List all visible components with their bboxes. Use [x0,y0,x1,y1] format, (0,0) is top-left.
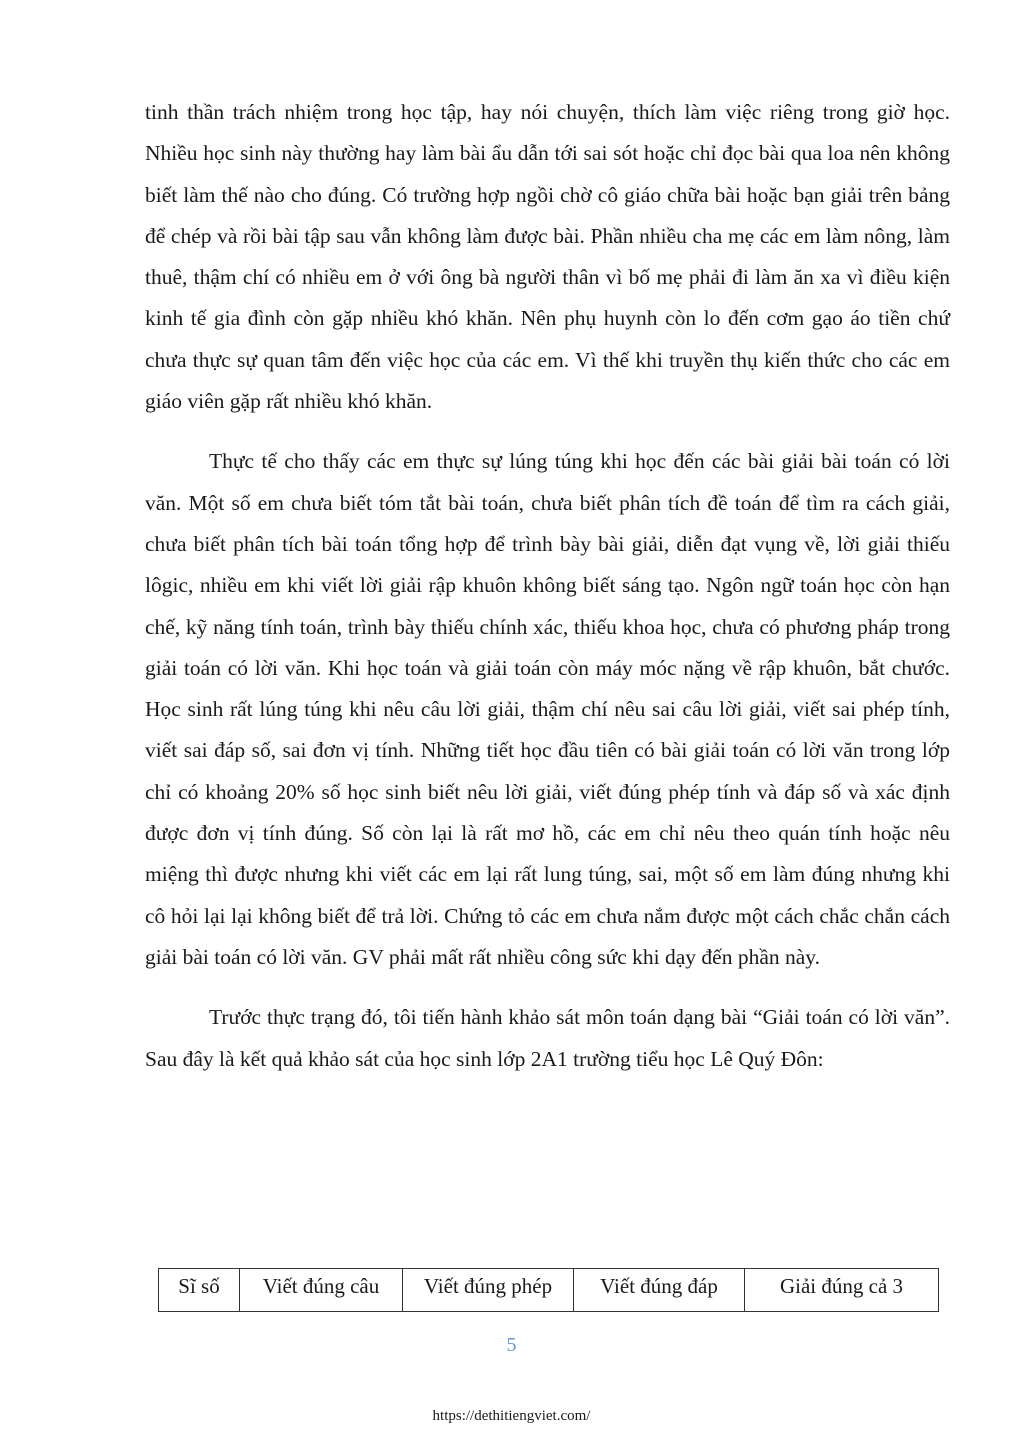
paragraph-2: Thực tế cho thấy các em thực sự lúng túng khi học đến các bài giải bài toán có lời văn. Một số em chưa biết tóm tắt bài toán, chưa biết phân tích đề toán để tìm ra cách giải, chưa biết phân tích bài toán tổng hợp để trình bày bài giải, diễn đạt vụng về, lời giải thiếu lôgic, nhiều em khi viết lời giải rập khuôn không biết sáng tạo. Ngôn ngữ toán học còn hạn chế, kỹ năng tính toán, trình bày thiếu chính xác, thiếu khoa học, chưa có phương pháp trong giải toán có lời văn. Khi học toán và giải toán còn máy móc nặng về rập khuôn, bắt chước. Học sinh rất lúng túng khi nêu câu lời giải, thậm chí nêu sai câu lời giải, viết sai phép tính, viết sai đáp số, sai đơn vị tính. Những tiết học đầu tiên có bài giải toán có lời văn trong lớp chỉ có khoảng 20% số học sinh biết nêu lời giải, viết đúng phép tính và đáp số và xác định được đơn vị tính đúng. Số còn lại là rất mơ hồ, các em chỉ nêu theo quán tính hoặc nêu miệng thì được nhưng khi viết các em lại rất lung túng, sai, một số em làm đúng nhưng khi cô hỏi lại lại không biết để trả lời. Chứng tỏ các em chưa nắm được một cách chắc chắn cách giải bài toán có lời văn. GV phải mất rất nhiều công sức khi dạy đến phần này. [145,449,950,969]
document-body [145,92,950,1080]
survey-results-table [158,1268,939,1312]
paragraph-1: tinh thần trách nhiệm trong học tập, hay nói chuyện, thích làm việc riêng trong giờ học. Nhiều học sinh này thường hay làm bài ẩu dẫn tới sai sót hoặc chỉ đọc bài qua loa nên không biết làm thế nào cho đúng. Có trường hợp ngồi chờ cô giáo chữa bài hoặc bạn giải trên bảng để chép và rồi bài tập sau vẫn không làm được bài. Phần nhiều cha mẹ các em làm nông, làm thuê, thậm chí có nhiều em ở với ông bà người thân vì bố mẹ phải đi làm ăn xa vì điều kiện kinh tế gia đình còn gặp nhiều khó khăn. Nên phụ huynh còn lo đến cơm gạo áo tiền chứ chưa thực sự quan tâm đến việc học của các em. Vì thế khi truyền thụ kiến thức cho các em giáo viên gặp rất nhiều khó khăn. [145,100,950,414]
table-header-cell: Giải đúng cả 3 [745,1269,939,1312]
table-header-cell: Sĩ số [159,1269,240,1312]
footer-url: https://dethitiengviet.com/ [432,1408,591,1424]
table-header-cell: Viết đúng đáp [574,1269,745,1312]
table-header-cell: Viết đúng phép [403,1269,574,1312]
page-number: 5 [506,1334,517,1356]
table-header-cell: Viết đúng câu [240,1269,403,1312]
table-header-row [159,1269,939,1312]
paragraph-3: Trước thực trạng đó, tôi tiến hành khảo sát môn toán dạng bài “Giải toán có lời văn”. Sau đây là kết quả khảo sát của học sinh lớp 2A1 trường tiểu học Lê Quý Đôn: [145,1005,950,1071]
